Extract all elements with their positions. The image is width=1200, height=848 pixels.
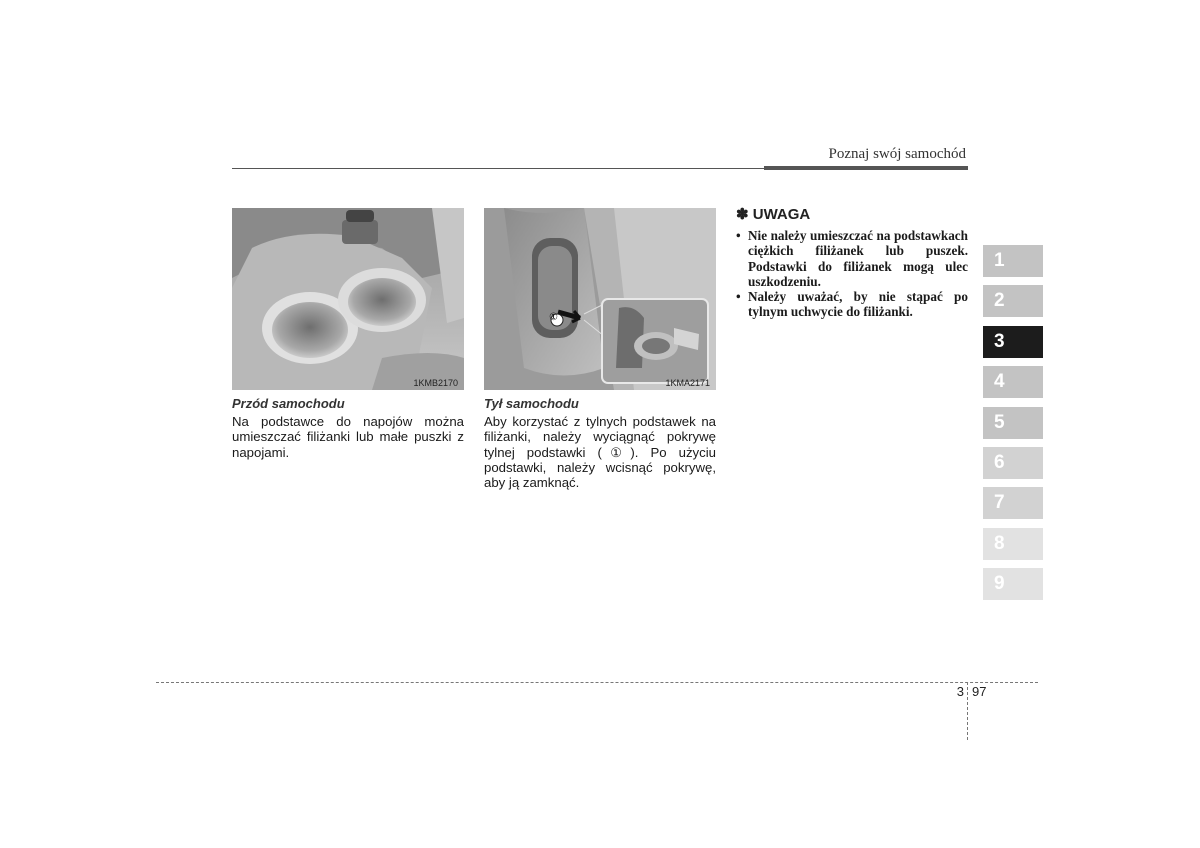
front-caption: Przód samochodu (232, 396, 345, 411)
front-cup-holder-photo (232, 208, 464, 390)
footer-divider (967, 682, 968, 740)
chapter-tab-6[interactable]: 6 (983, 447, 1043, 479)
chapter-tab-3-active[interactable]: 3 (983, 326, 1043, 358)
header-rule-accent (764, 166, 968, 170)
note-item: • Nie należy umieszczać na podstawkach ciężkich filiżanek lub puszek. Podstawki do filiżanek mogą ulec uszkodzeniu. (736, 228, 968, 289)
callout-marker: ① (549, 312, 558, 323)
note-item: • Należy uważać, by nie stąpać po tylnym uchwycie do filiżanki. (736, 289, 968, 320)
chapter-tab-7[interactable]: 7 (983, 487, 1043, 519)
page-header-title: Poznaj swój samochód (828, 146, 966, 162)
photo-code-right: 1KMA2171 (665, 378, 710, 388)
page-chapter-number: 3 (956, 684, 964, 699)
front-body-text: Na podstawce do napojów można umieszczać filiżanki lub małe puszki z napojami. (232, 414, 464, 460)
photo-code-left: 1KMB2170 (413, 378, 458, 388)
chapter-tabs (983, 245, 1043, 609)
note-title: ✽ UWAGA (736, 206, 811, 223)
chapter-tab-8[interactable]: 8 (983, 528, 1043, 560)
chapter-tab-4[interactable]: 4 (983, 366, 1043, 398)
chapter-tab-2[interactable]: 2 (983, 285, 1043, 317)
note-list (736, 228, 968, 320)
rear-caption: Tył samochodu (484, 396, 579, 411)
rear-body-text: Aby korzystać z tylnych podstawek na filiżanki, należy wyciągnąć pokrywę tylnej podstawki (①). Po użyciu podstawki, należy wcisnąć pokrywę, aby ją zamknąć. (484, 414, 716, 491)
footer-rule (156, 682, 1038, 683)
page-number: 97 (972, 684, 987, 699)
chapter-tab-9[interactable]: 9 (983, 568, 1043, 600)
header-rule (232, 168, 764, 169)
rear-cup-holder-photo (484, 208, 716, 390)
chapter-tab-1[interactable]: 1 (983, 245, 1043, 277)
chapter-tab-5[interactable]: 5 (983, 407, 1043, 439)
